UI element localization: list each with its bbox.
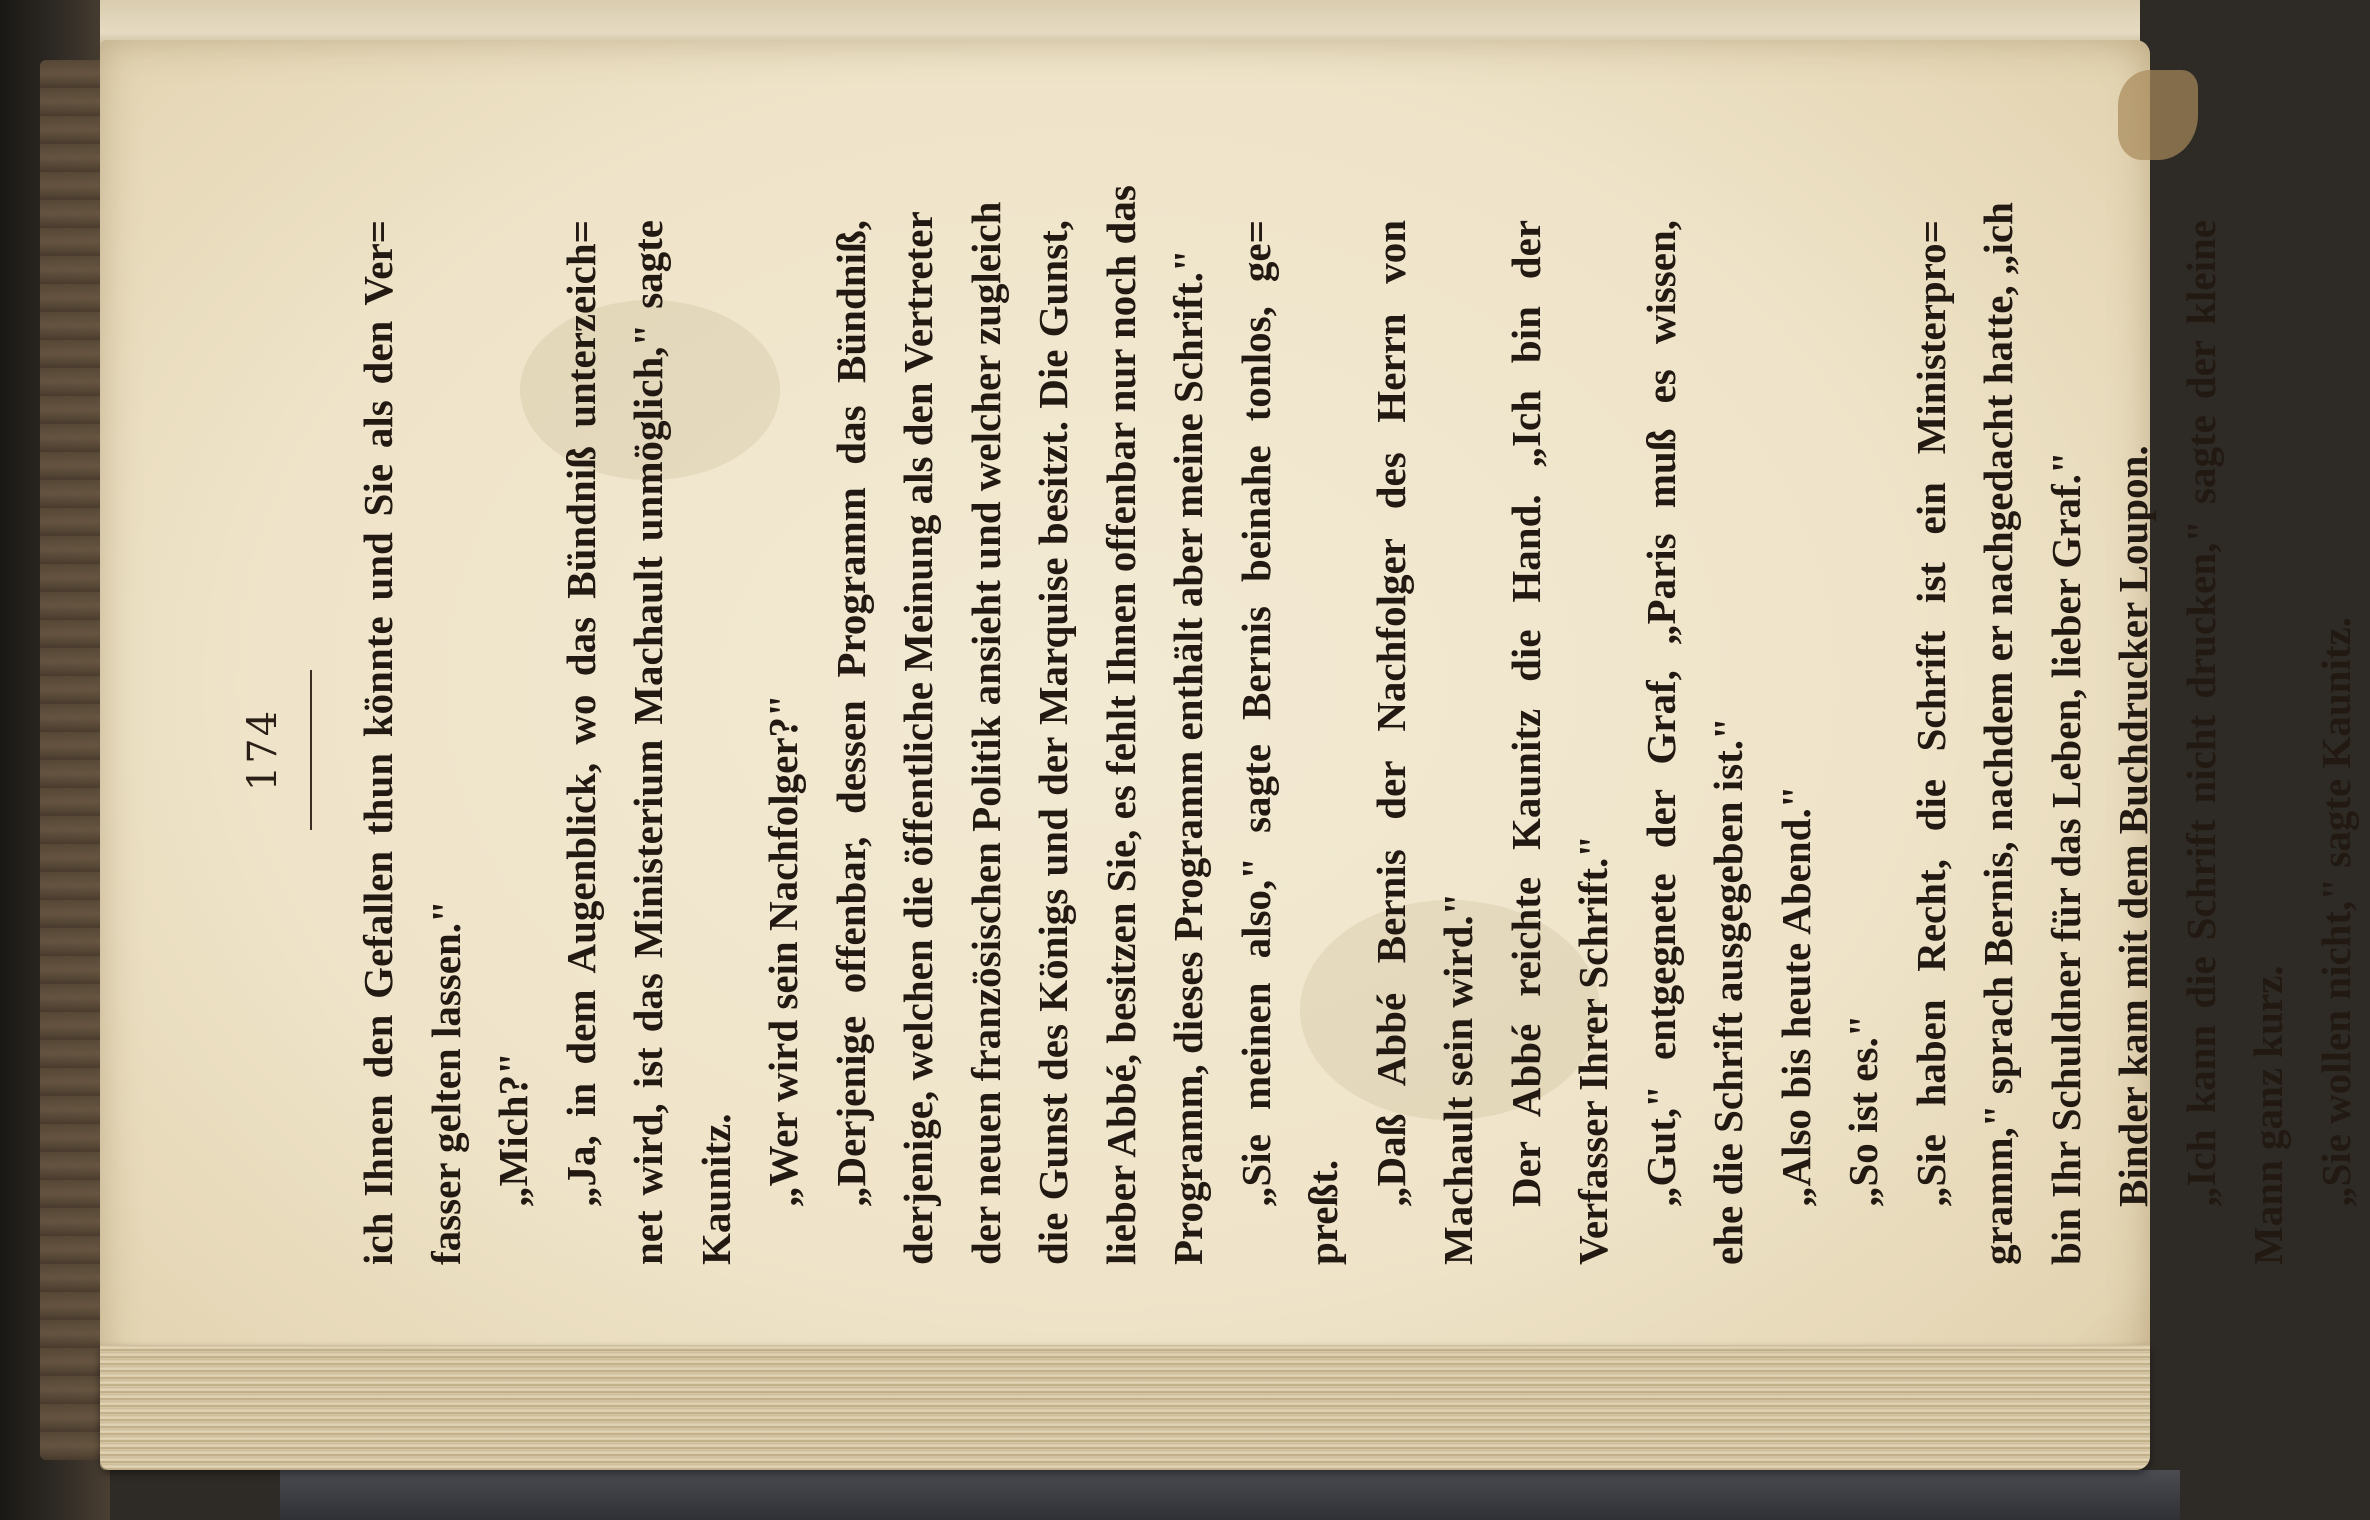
text-line: preßt. <box>1300 1159 1346 1265</box>
body-text <box>345 185 2370 1265</box>
text-line: Programm, dieses Programm enthält aber meine Schrift." <box>1165 249 1211 1265</box>
text-line: „Daß Abbé Bernis der Nachfolger des Herrn von <box>1367 220 1414 1207</box>
page-text-frame <box>100 40 2359 1460</box>
text-line: „Ja, in dem Augenblick, wo das Bündniß unterzeich= <box>557 220 604 1207</box>
text-line: „Derjenige offenbar, dessen Programm das Bündniß, <box>827 220 874 1207</box>
text-line: ehe die Schrift ausgegeben ist." <box>1705 717 1751 1265</box>
text-line: der neuen französischen Politik ansieht und welcher zugleich <box>962 201 1009 1265</box>
text-line: Machault sein wird." <box>1435 892 1481 1265</box>
text-line: „Gut," entgegnete der Graf, „Paris muß es wissen, <box>1637 220 1684 1207</box>
text-line: die Gunst des Königs und der Marquise besitzt. Die Gunst, <box>1030 220 1076 1265</box>
text-line: bin Ihr Schuldner für das Leben, lieber Graf." <box>2042 451 2089 1265</box>
text-line: „Wer wird sein Nachfolger?" <box>760 694 806 1207</box>
text-line: ich Ihnen den Gefallen thun könnte und Sie als den Ver= <box>355 220 401 1265</box>
text-line: Verfasser Ihrer Schrift." <box>1570 834 1616 1265</box>
text-line: derjenige, welchen die öffentliche Meinung als den Vertreter <box>895 211 941 1265</box>
text-line: gramm," sprach Bernis, nachdem er nachgedacht hatte, „ich <box>1975 202 2021 1265</box>
text-line: „Also bis heute Abend." <box>1772 785 1819 1207</box>
text-line: „Ich kann die Schrift nicht drucken," sagte der kleine <box>2177 220 2224 1207</box>
text-line: fasser gelten lassen." <box>422 900 469 1265</box>
text-line: „Sie haben Recht, die Schrift ist ein Ministerpro= <box>1907 220 1954 1207</box>
book-cover-edge <box>280 1470 2180 1520</box>
header-rule <box>310 670 312 830</box>
text-line: „So ist es." <box>1840 1014 1886 1207</box>
text-line: lieber Abbé, besitzen Sie, es fehlt Ihnen offenbar nur noch das <box>1097 185 1144 1265</box>
text-line: Mann ganz kurz. <box>2245 965 2291 1265</box>
text-line: Binder kam mit dem Buchdrucker Loupon. <box>2110 445 2156 1207</box>
page-number: 174 <box>240 708 286 792</box>
text-line: net wird, ist das Ministerium Machault unmöglich," sagte <box>625 220 671 1265</box>
text-line: „Mich?" <box>490 1052 536 1207</box>
text-line: „Sie meinen also," sagte Bernis beinahe tonlos, ge= <box>1232 220 1279 1207</box>
text-line: Kaunitz. <box>692 1113 739 1265</box>
text-line: Der Abbé reichte Kaunitz die Hand. „Ich bin der <box>1502 220 1549 1207</box>
rotated-page-content <box>100 40 2359 1460</box>
text-line: „Sie wollen nicht," sagte Kaunitz. <box>2312 617 2359 1207</box>
